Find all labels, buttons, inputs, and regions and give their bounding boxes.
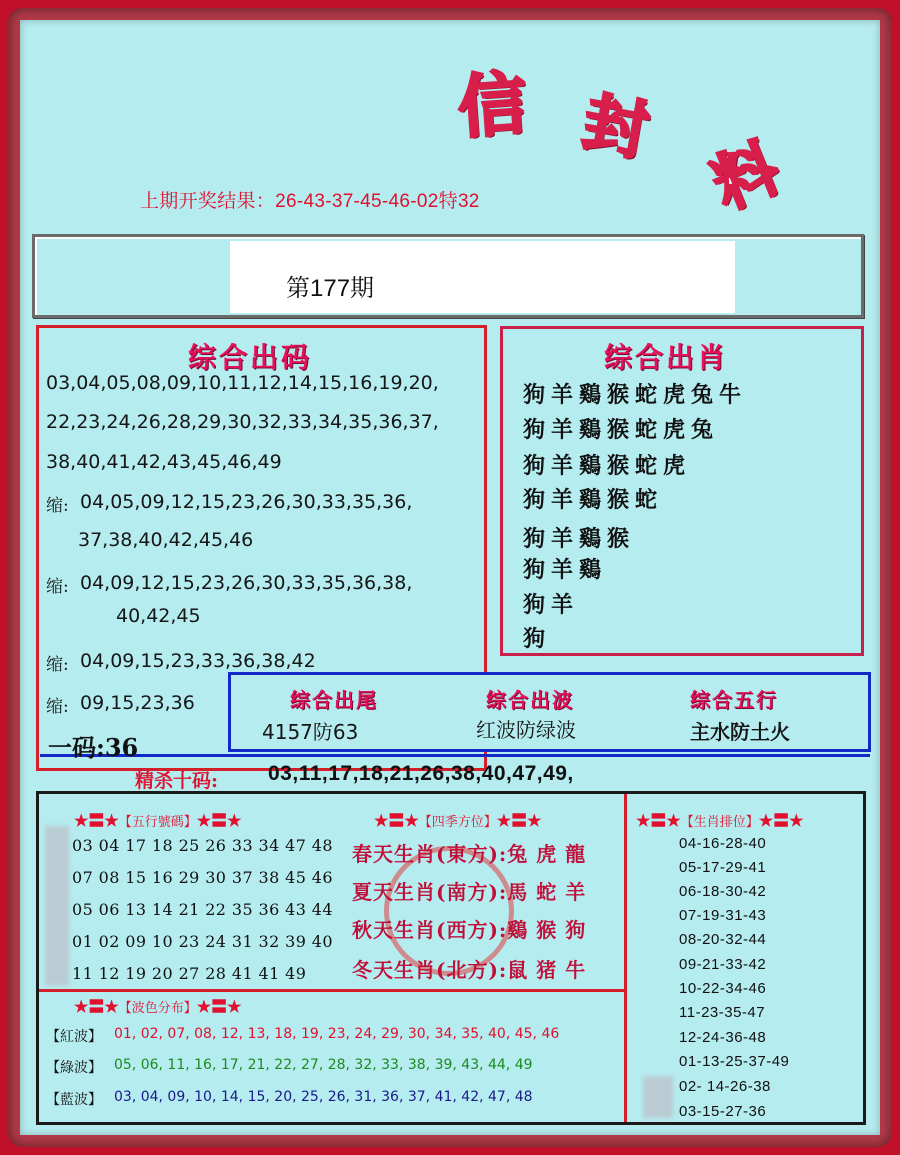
five-element-header-label: 【五行號碼】 — [118, 815, 197, 830]
ten-kill-value: 03,11,17,18,21,26,38,40,47,49, — [268, 762, 574, 785]
zodiac-rank-row: 07-19-31-43 — [679, 907, 767, 924]
seasons-header — [374, 808, 541, 831]
zodiac-rank-header-label: 【生肖排位】 — [680, 815, 759, 830]
star-ornament: ★〓★ — [196, 997, 242, 1016]
five-element-row: 11 12 19 20 27 28 41 41 49 — [72, 964, 307, 983]
seasons-header-label: 【四季方位】 — [418, 815, 497, 830]
five-element-row: 07 08 15 16 29 30 37 38 45 46 — [72, 868, 333, 887]
five-element-row: 03 04 17 18 25 26 33 34 47 48 — [72, 836, 333, 855]
star-ornament: ★〓★ — [74, 997, 119, 1016]
star-ornament: ★〓★ — [374, 811, 419, 830]
zodiac-rank-row: 02- 14-26-38 — [679, 1078, 771, 1095]
green-wave-label: 【綠波】 — [46, 1060, 102, 1076]
season-row: 秋天生肖(西方):鷄 猴 狗 — [352, 918, 587, 942]
shrink-line: 37,38,40,42,45,46 — [78, 529, 254, 551]
title-glyph-3: 料 — [702, 130, 790, 224]
wave-title: 综合出波 — [486, 688, 574, 712]
shrink-line: 04,09,15,23,33,36,38,42 — [80, 650, 316, 672]
blue-wave-values: 03, 04, 09, 10, 14, 15, 20, 25, 26, 31, 36, 37, 41, 42, 47, 48 — [114, 1089, 533, 1105]
five-element-header — [74, 808, 241, 831]
five-element-row: 05 06 13 14 21 22 35 36 43 44 — [72, 900, 333, 919]
zodiac-line: 狗羊鷄猴蛇虎兔牛 — [523, 382, 748, 408]
blue-wave-label: 【藍波】 — [46, 1092, 102, 1108]
wave-dist-header — [74, 994, 241, 1017]
zodiac-rank-row: 08-20-32-44 — [679, 931, 767, 948]
shrink-line: 09,15,23,36 — [80, 692, 195, 714]
five-element-row: 01 02 09 10 23 24 31 32 39 40 — [72, 932, 333, 951]
bottom-horizontal-divider — [39, 989, 624, 992]
five-elements-value: 主水防土火 — [690, 720, 790, 744]
bottom-vertical-divider — [624, 794, 627, 1122]
zodiac-rank-row: 04-16-28-40 — [679, 835, 767, 852]
zodiac-line: 狗羊 — [523, 592, 580, 618]
zodiac-line: 狗羊鷄 — [523, 557, 608, 583]
zodiac-rank-row: 01-13-25-37-49 — [679, 1053, 790, 1070]
title-glyph-1: 信 — [455, 63, 530, 149]
zodiac-rank-row: 11-23-35-47 — [679, 1004, 766, 1021]
zodiac-rank-row: 09-21-33-42 — [679, 956, 767, 973]
title-glyph-2: 封 — [578, 84, 655, 170]
tail-title: 综合出尾 — [290, 688, 378, 712]
star-ornament: ★〓★ — [196, 811, 242, 830]
combined-codes-title: 综合出码 — [188, 341, 313, 374]
season-row: 冬天生肖(北方):鼠 猪 牛 — [352, 958, 587, 982]
ten-kill-label: 精杀十码: — [135, 770, 219, 792]
zodiac-line: 狗 — [523, 626, 552, 652]
blurred-area — [643, 1076, 673, 1118]
zodiac-rank-row: 03-15-27-36 — [679, 1103, 767, 1120]
wave-dist-header-label: 【波色分布】 — [118, 1001, 197, 1016]
red-wave-label: 【紅波】 — [46, 1029, 102, 1045]
shrink-line: 04,05,09,12,15,23,26,30,33,35,36, — [80, 491, 413, 513]
green-wave-values: 05, 06, 11, 16, 17, 21, 22, 27, 28, 32, 33, 38, 39, 43, 44, 49 — [114, 1057, 533, 1073]
last-draw-result: 上期开奖结果：26-43-37-45-46-02特32 — [140, 191, 480, 212]
five-elements-title: 综合五行 — [690, 688, 778, 712]
issue-bar — [32, 234, 864, 318]
season-row: 春天生肖(東方):兔 虎 龍 — [352, 842, 587, 866]
shrink-label: 缩: — [46, 697, 69, 717]
shrink-label: 缩: — [46, 655, 69, 675]
zodiac-rank-row: 05-17-29-41 — [679, 859, 767, 876]
shrink-label: 缩: — [46, 577, 69, 597]
star-ornament: ★〓★ — [496, 811, 542, 830]
blue-divider — [40, 754, 870, 757]
wave-value: 红波防绿波 — [476, 718, 576, 742]
zodiac-line: 狗羊鷄猴 — [523, 526, 636, 552]
issue-number: 第177期 — [286, 275, 375, 302]
code-line: 03,04,05,08,09,10,11,12,14,15,16,19,20, — [46, 372, 439, 394]
star-ornament: ★〓★ — [758, 811, 804, 830]
shrink-label: 缩: — [46, 496, 69, 516]
one-code: 一码:36 — [48, 733, 139, 762]
zodiac-line: 狗羊鷄猴蛇虎兔 — [523, 417, 720, 443]
star-ornament: ★〓★ — [636, 811, 681, 830]
zodiac-line: 狗羊鷄猴蛇 — [523, 487, 664, 513]
zodiac-rank-header — [636, 808, 803, 831]
zodiac-line: 狗羊鷄猴蛇虎 — [523, 453, 692, 479]
code-line: 38,40,41,42,43,45,46,49 — [46, 451, 282, 473]
zodiac-rank-row: 06-18-30-42 — [679, 883, 767, 900]
zodiac-rank-row: 12-24-36-48 — [679, 1029, 767, 1046]
red-wave-values: 01, 02, 07, 08, 12, 13, 18, 19, 23, 24, 29, 30, 34, 35, 40, 45, 46 — [114, 1026, 560, 1042]
blurred-area — [45, 826, 69, 986]
shrink-line: 04,09,12,15,23,26,30,33,35,36,38, — [80, 572, 413, 594]
zodiac-rank-row: 10-22-34-46 — [679, 980, 767, 997]
tail-value: 4157防63 — [262, 720, 359, 744]
combined-zodiac-title: 综合出肖 — [604, 341, 729, 374]
code-line: 22,23,24,26,28,29,30,32,33,34,35,36,37, — [46, 411, 439, 433]
shrink-line: 40,42,45 — [116, 605, 201, 627]
star-ornament: ★〓★ — [74, 811, 119, 830]
season-row: 夏天生肖(南方):馬 蛇 羊 — [352, 880, 587, 904]
